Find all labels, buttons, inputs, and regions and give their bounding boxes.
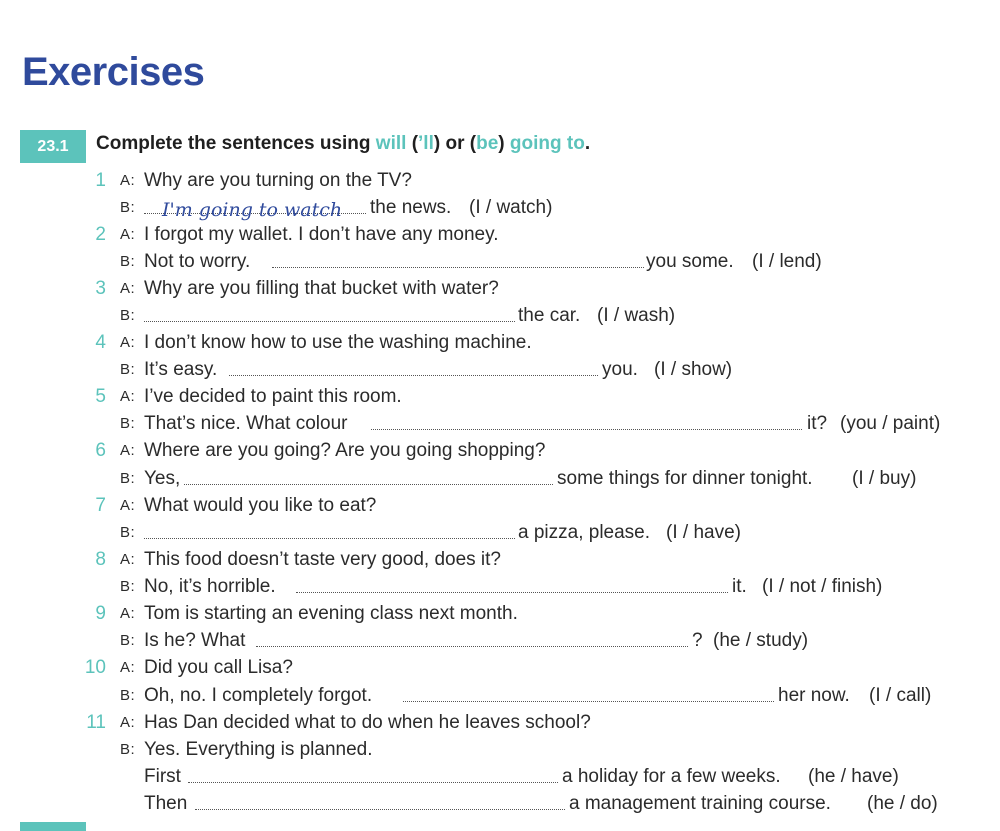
- answer-blank[interactable]: [195, 809, 565, 810]
- page-title: Exercises: [22, 50, 205, 94]
- verb-cue: (I / call): [869, 685, 932, 706]
- speaker-b-text-end: you.: [602, 359, 638, 380]
- answer-blank[interactable]: [184, 484, 553, 485]
- speaker-b: B:: [120, 415, 136, 432]
- first-label: First: [144, 766, 181, 787]
- speaker-a: A:: [120, 388, 136, 405]
- speaker-b-text: Is he? What: [144, 630, 246, 651]
- speaker-b: B:: [120, 632, 136, 649]
- speaker-a-text: What would you like to eat?: [144, 495, 377, 516]
- speaker-a-text: Tom is starting an evening class next month.: [144, 603, 518, 624]
- speaker-a-text: I’ve decided to paint this room.: [144, 386, 402, 407]
- speaker-a: A:: [120, 334, 136, 351]
- answer-blank[interactable]: [229, 375, 598, 376]
- item-number: 7: [95, 495, 106, 516]
- exercise-number-badge: 23.1: [20, 130, 86, 163]
- item-number: 11: [86, 712, 106, 733]
- verb-cue: (I / watch): [469, 197, 553, 218]
- keyword-ll: ’ll: [418, 133, 434, 154]
- speaker-b: B:: [120, 687, 136, 704]
- verb-cue: (he / do): [867, 793, 938, 814]
- speaker-b-text-end: her now.: [778, 685, 850, 706]
- speaker-a-text: Has Dan decided what to do when he leaves school?: [144, 712, 591, 733]
- item-number: 2: [95, 224, 106, 245]
- item-number: 8: [95, 549, 106, 570]
- verb-cue: (I / wash): [597, 305, 676, 326]
- speaker-a: A:: [120, 280, 136, 297]
- speaker-b-text: a pizza, please.: [518, 522, 651, 543]
- answer-blank[interactable]: [144, 538, 515, 539]
- speaker-a-text: Did you call Lisa?: [144, 657, 293, 678]
- speaker-b-text-end: it.: [732, 576, 747, 597]
- verb-cue: (you / paint): [840, 413, 941, 434]
- speaker-b-text: That’s nice. What colour: [144, 413, 348, 434]
- item-number: 3: [95, 278, 106, 299]
- speaker-a-text: I don’t know how to use the washing machine.: [144, 332, 532, 353]
- answer-blank[interactable]: [188, 782, 558, 783]
- speaker-a: A:: [120, 226, 136, 243]
- speaker-b: B:: [120, 470, 136, 487]
- speaker-b: B:: [120, 307, 136, 324]
- handwritten-answer: I'm going to watch: [162, 199, 343, 221]
- verb-cue: (I / have): [666, 522, 741, 543]
- verb-cue: (he / have): [808, 766, 899, 787]
- speaker-b-text: Yes,: [144, 468, 181, 489]
- item-number: 6: [95, 440, 106, 461]
- speaker-a: A:: [120, 172, 136, 189]
- verb-cue: (he / study): [713, 630, 809, 651]
- speaker-b: B:: [120, 524, 136, 541]
- answer-blank[interactable]: [144, 321, 515, 322]
- item-number: 5: [95, 386, 106, 407]
- speaker-b: B:: [120, 578, 136, 595]
- speaker-b-text: Yes. Everything is planned.: [144, 739, 373, 760]
- speaker-b: B:: [120, 361, 136, 378]
- then-text: a management training course.: [569, 793, 831, 814]
- next-exercise-badge-edge: [20, 822, 86, 831]
- keyword-will: will: [375, 133, 407, 154]
- answer-blank[interactable]: [296, 592, 728, 593]
- verb-cue: (I / show): [654, 359, 733, 380]
- speaker-b-text: It’s easy.: [144, 359, 218, 380]
- verb-cue: (I / not / finish): [762, 576, 883, 597]
- speaker-b-text-end: ?: [692, 630, 703, 651]
- exercise-instruction: Complete the sentences using will (’ll) or (be) going to.: [96, 133, 591, 154]
- item-number: 9: [95, 603, 106, 624]
- answer-blank[interactable]: [256, 646, 688, 647]
- speaker-a: A:: [120, 714, 136, 731]
- first-text: a holiday for a few weeks.: [562, 766, 781, 787]
- verb-cue: (I / buy): [852, 468, 917, 489]
- item-number: 1: [95, 170, 106, 191]
- speaker-b: B:: [120, 253, 136, 270]
- speaker-a-text: Where are you going? Are you going shopping?: [144, 440, 546, 461]
- speaker-a-text: Why are you turning on the TV?: [144, 170, 412, 191]
- speaker-a-text: Why are you filling that bucket with water?: [144, 278, 499, 299]
- speaker-a: A:: [120, 605, 136, 622]
- speaker-a: A:: [120, 442, 136, 459]
- speaker-b-text-end: some things for dinner tonight.: [557, 468, 813, 489]
- speaker-b-text: the news.: [370, 197, 452, 218]
- speaker-a: A:: [120, 497, 136, 514]
- speaker-b-text: No, it’s horrible.: [144, 576, 276, 597]
- speaker-a-text: I forgot my wallet. I don’t have any money.: [144, 224, 499, 245]
- speaker-b-text: Not to worry.: [144, 251, 251, 272]
- speaker-b-text: Oh, no. I completely forgot.: [144, 685, 373, 706]
- keyword-going-to: going to: [509, 133, 585, 154]
- speaker-a: A:: [120, 551, 136, 568]
- speaker-a-text: This food doesn’t taste very good, does it?: [144, 549, 501, 570]
- speaker-b-text-end: it?: [807, 413, 828, 434]
- answer-blank[interactable]: [272, 267, 644, 268]
- then-label: Then: [144, 793, 188, 814]
- speaker-b-text-end: you some.: [646, 251, 734, 272]
- verb-cue: (I / lend): [752, 251, 822, 272]
- item-number: 10: [84, 657, 106, 678]
- speaker-b: B:: [120, 741, 136, 758]
- item-number: 4: [95, 332, 106, 353]
- keyword-be: be: [476, 133, 499, 154]
- answer-blank[interactable]: [371, 429, 802, 430]
- speaker-b-text: the car.: [518, 305, 581, 326]
- speaker-a: A:: [120, 659, 136, 676]
- answer-blank[interactable]: [403, 701, 774, 702]
- speaker-b: B:: [120, 199, 136, 216]
